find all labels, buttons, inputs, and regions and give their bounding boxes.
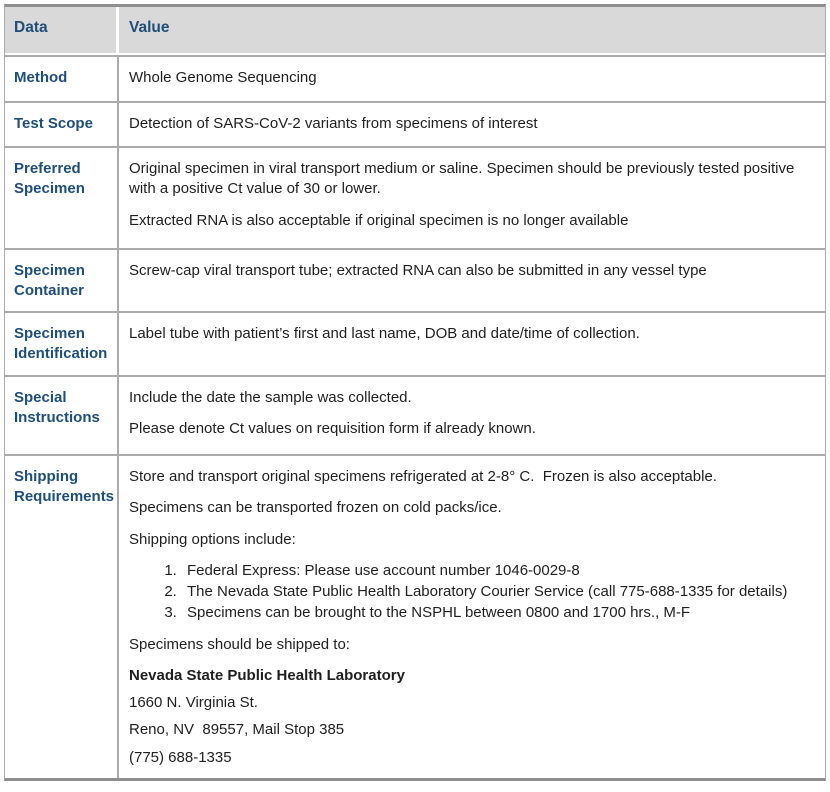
column-header-value: Value <box>119 7 825 55</box>
value-paragraph: Whole Genome Sequencing <box>129 69 317 86</box>
row-label: Special Instructions <box>5 377 119 454</box>
row-label: Specimen Identification <box>5 313 119 375</box>
table-header-row <box>5 7 825 55</box>
value-paragraph: Please denote Ct values on requisition form if already known. <box>129 420 536 438</box>
row-value <box>119 148 825 248</box>
table-body <box>5 55 825 778</box>
value-paragraph: Original specimen in viral transport medium or saline. Specimen should be previously tested positive with a positive Ct value of 30 or lower. <box>129 160 799 198</box>
table-row <box>5 375 825 454</box>
address-line: Reno, NV 89557, Mail Stop 385 <box>129 721 345 739</box>
row-label: Test Scope <box>5 103 119 146</box>
value-paragraph: Label tube with patient’s first and last name, DOB and date/time of collection. <box>129 325 640 342</box>
row-value <box>119 377 825 454</box>
row-value <box>119 250 825 311</box>
specimen-requirements-table <box>4 4 826 781</box>
row-label: Specimen Container <box>5 250 119 311</box>
table-row <box>5 454 825 778</box>
address-line: 1660 N. Virginia St. <box>129 694 258 711</box>
list-item: 3. Specimens can be brought to the NSPHL between 0800 and 1700 hrs., M-F <box>181 603 813 623</box>
row-value <box>119 313 825 375</box>
value-paragraph: Specimens can be transported frozen on cold packs/ice. <box>129 499 502 517</box>
address-line: Nevada State Public Health Laboratory <box>129 666 405 684</box>
row-value <box>119 103 825 146</box>
row-value <box>119 57 825 101</box>
table-row <box>5 55 825 101</box>
table-row <box>5 248 825 311</box>
value-paragraph: Extracted RNA is also acceptable if original specimen is no longer available <box>129 211 629 229</box>
value-paragraph: Screw-cap viral transport tube; extracted RNA can also be submitted in any vessel type <box>129 262 707 279</box>
row-label: Preferred Specimen <box>5 148 119 248</box>
table-row <box>5 101 825 146</box>
value-paragraph: Store and transport original specimens refrigerated at 2-8° C. Frozen is also acceptable. <box>129 468 717 485</box>
shipping-address <box>129 666 813 768</box>
value-paragraph: Shipping options include: <box>129 530 296 548</box>
value-paragraph: Specimens should be shipped to: <box>129 635 350 653</box>
list-item: 1. Federal Express: Please use account number 1046-0029-8 <box>181 561 813 581</box>
list-item: 2. The Nevada State Public Health Laboratory Courier Service (call 775-688-1335 for details) <box>181 582 813 602</box>
column-header-data: Data <box>5 7 119 55</box>
row-value <box>119 456 825 778</box>
shipping-options-list <box>129 561 813 624</box>
value-paragraph: Include the date the sample was collected. <box>129 389 412 406</box>
row-label: Method <box>5 57 119 101</box>
table-row <box>5 146 825 248</box>
row-label: Shipping Requirements <box>5 456 119 778</box>
table-row <box>5 311 825 375</box>
value-paragraph: Detection of SARS-CoV-2 variants from specimens of interest <box>129 115 538 132</box>
address-line: (775) 688-1335 <box>129 748 232 766</box>
